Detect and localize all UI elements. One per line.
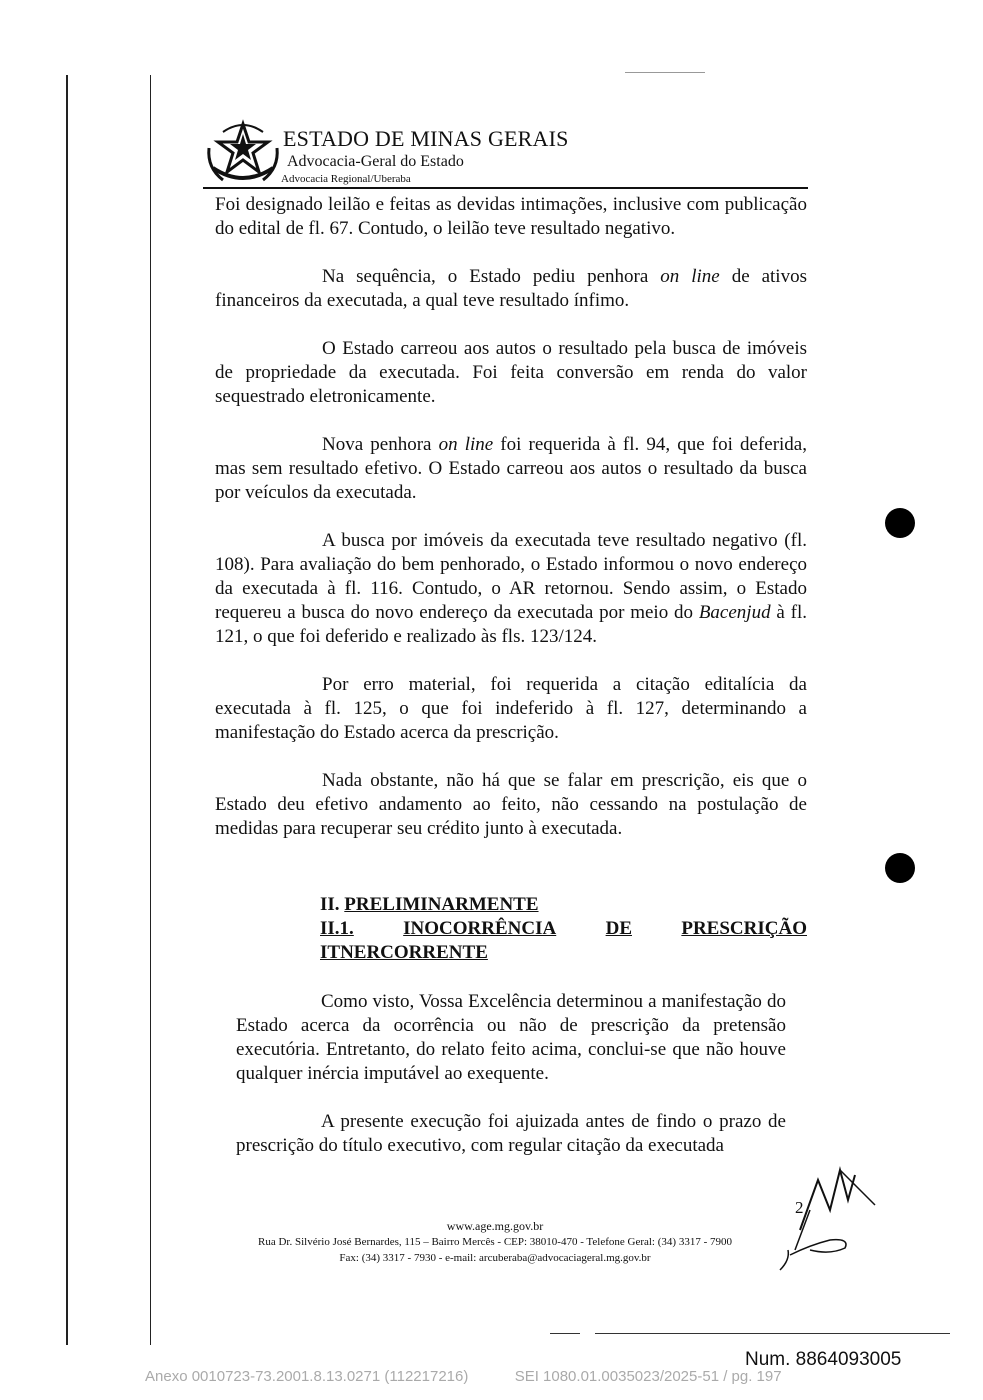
annex-stamp [145, 1368, 782, 1385]
section-heading-2: II.1. INOCORRÊNCIA DE PRESCRIÇÃO [320, 918, 807, 939]
sei-id: SEI 1080.01.0035023/2025-51 / pg. 197 [514, 1368, 782, 1385]
scan-margin-line-inner [150, 75, 151, 1345]
paragraph-1: Foi designado leilão e feitas as devidas intimações, inclusive com publicação do edital de fl. 67. Contudo, o leilão teve resultado negativo. [215, 194, 807, 239]
section-heading-2-cont: ITNERCORRENTE [320, 942, 488, 963]
header-state: ESTADO DE MINAS GERAIS [283, 126, 569, 151]
paragraph-2: Na sequência, o Estado pediu penhora on line de ativos financeiros da executada, a qual teve resultado ínfimo. [215, 266, 807, 311]
section-heading-1: II. PRELIMINARMENTE [320, 894, 539, 915]
document-body [215, 193, 807, 865]
page-number: 2 [795, 1198, 804, 1217]
section-heading [320, 893, 807, 965]
paragraph-5: A busca por imóveis da executada teve resultado negativo (fl. 108). Para avaliação do bem penhorado, o Estado informou o novo endereço da executada à fl. 116. Contudo, o AR retornou. Sendo assim, o Estado requereu a busca do novo endereço da executada por meio do Bacenjud à fl. 121, o que foi deferido e realizado às fls. 123/124. [215, 530, 808, 647]
annex-id: Anexo 0010723-73.2001.8.13.0271 (112217216) [145, 1368, 469, 1385]
paragraph-8: Como visto, Vossa Excelência determinou a manifestação do Estado acerca da ocorrência ou não de prescrição da pretensão executória. Entretanto, do relato feito acima, conclui-se que não houve qualquer inércia imputável ao exequente. [236, 991, 786, 1084]
coat-of-arms-icon [203, 118, 283, 190]
paragraph-4: Nova penhora on line foi requerida à fl. 94, que foi deferida, mas sem resultado efetivo. O Estado carreou aos autos o resultado da busca por veículos da executada. [215, 434, 807, 503]
footer-address: Rua Dr. Silvério José Bernardes, 115 – Bairro Mercês - CEP: 38010-470 - Telefone Geral: (34) 3317 - 7900 [258, 1236, 732, 1248]
scan-rule-bottom-1 [550, 1333, 580, 1334]
document-body-2 [236, 990, 786, 1182]
paragraph-6: Por erro material, foi requerida a citação editalícia da executada à fl. 125, o que foi indeferido à fl. 127, determinando a manifestação do Estado acerca da prescrição. [215, 674, 807, 743]
document-number: Num. 8864093005 [745, 1349, 902, 1370]
paragraph-9: A presente execução foi ajuizada antes de findo o prazo de prescrição do título executivo, com regular citação da executada [236, 1111, 786, 1156]
header-rule [203, 187, 808, 189]
footer-website: www.age.mg.gov.br [446, 1219, 544, 1233]
scan-margin-line [66, 75, 68, 1345]
header-agency: Advocacia-Geral do Estado [287, 153, 464, 170]
footer-contact: Fax: (34) 3317 - 7930 - e-mail: arcuberaba@advocaciageral.mg.gov.br [339, 1252, 651, 1264]
page-footer [200, 1218, 790, 1266]
scan-mark-top [625, 72, 705, 73]
punch-hole-1 [885, 508, 915, 538]
paragraph-3: O Estado carreou aos autos o resultado pela busca de imóveis de propriedade da executada. Foi feita conversão em renda do valor sequestrado eletronicamente. [215, 338, 807, 407]
scan-rule-bottom-2 [595, 1333, 950, 1334]
header-regional: Advocacia Regional/Uberaba [281, 173, 411, 185]
punch-hole-2 [885, 853, 915, 883]
paragraph-7: Nada obstante, não há que se falar em prescrição, eis que o Estado deu efetivo andamento ao feito, não cessando na postulação de medidas para recuperar seu crédito junto à executada. [215, 770, 807, 839]
